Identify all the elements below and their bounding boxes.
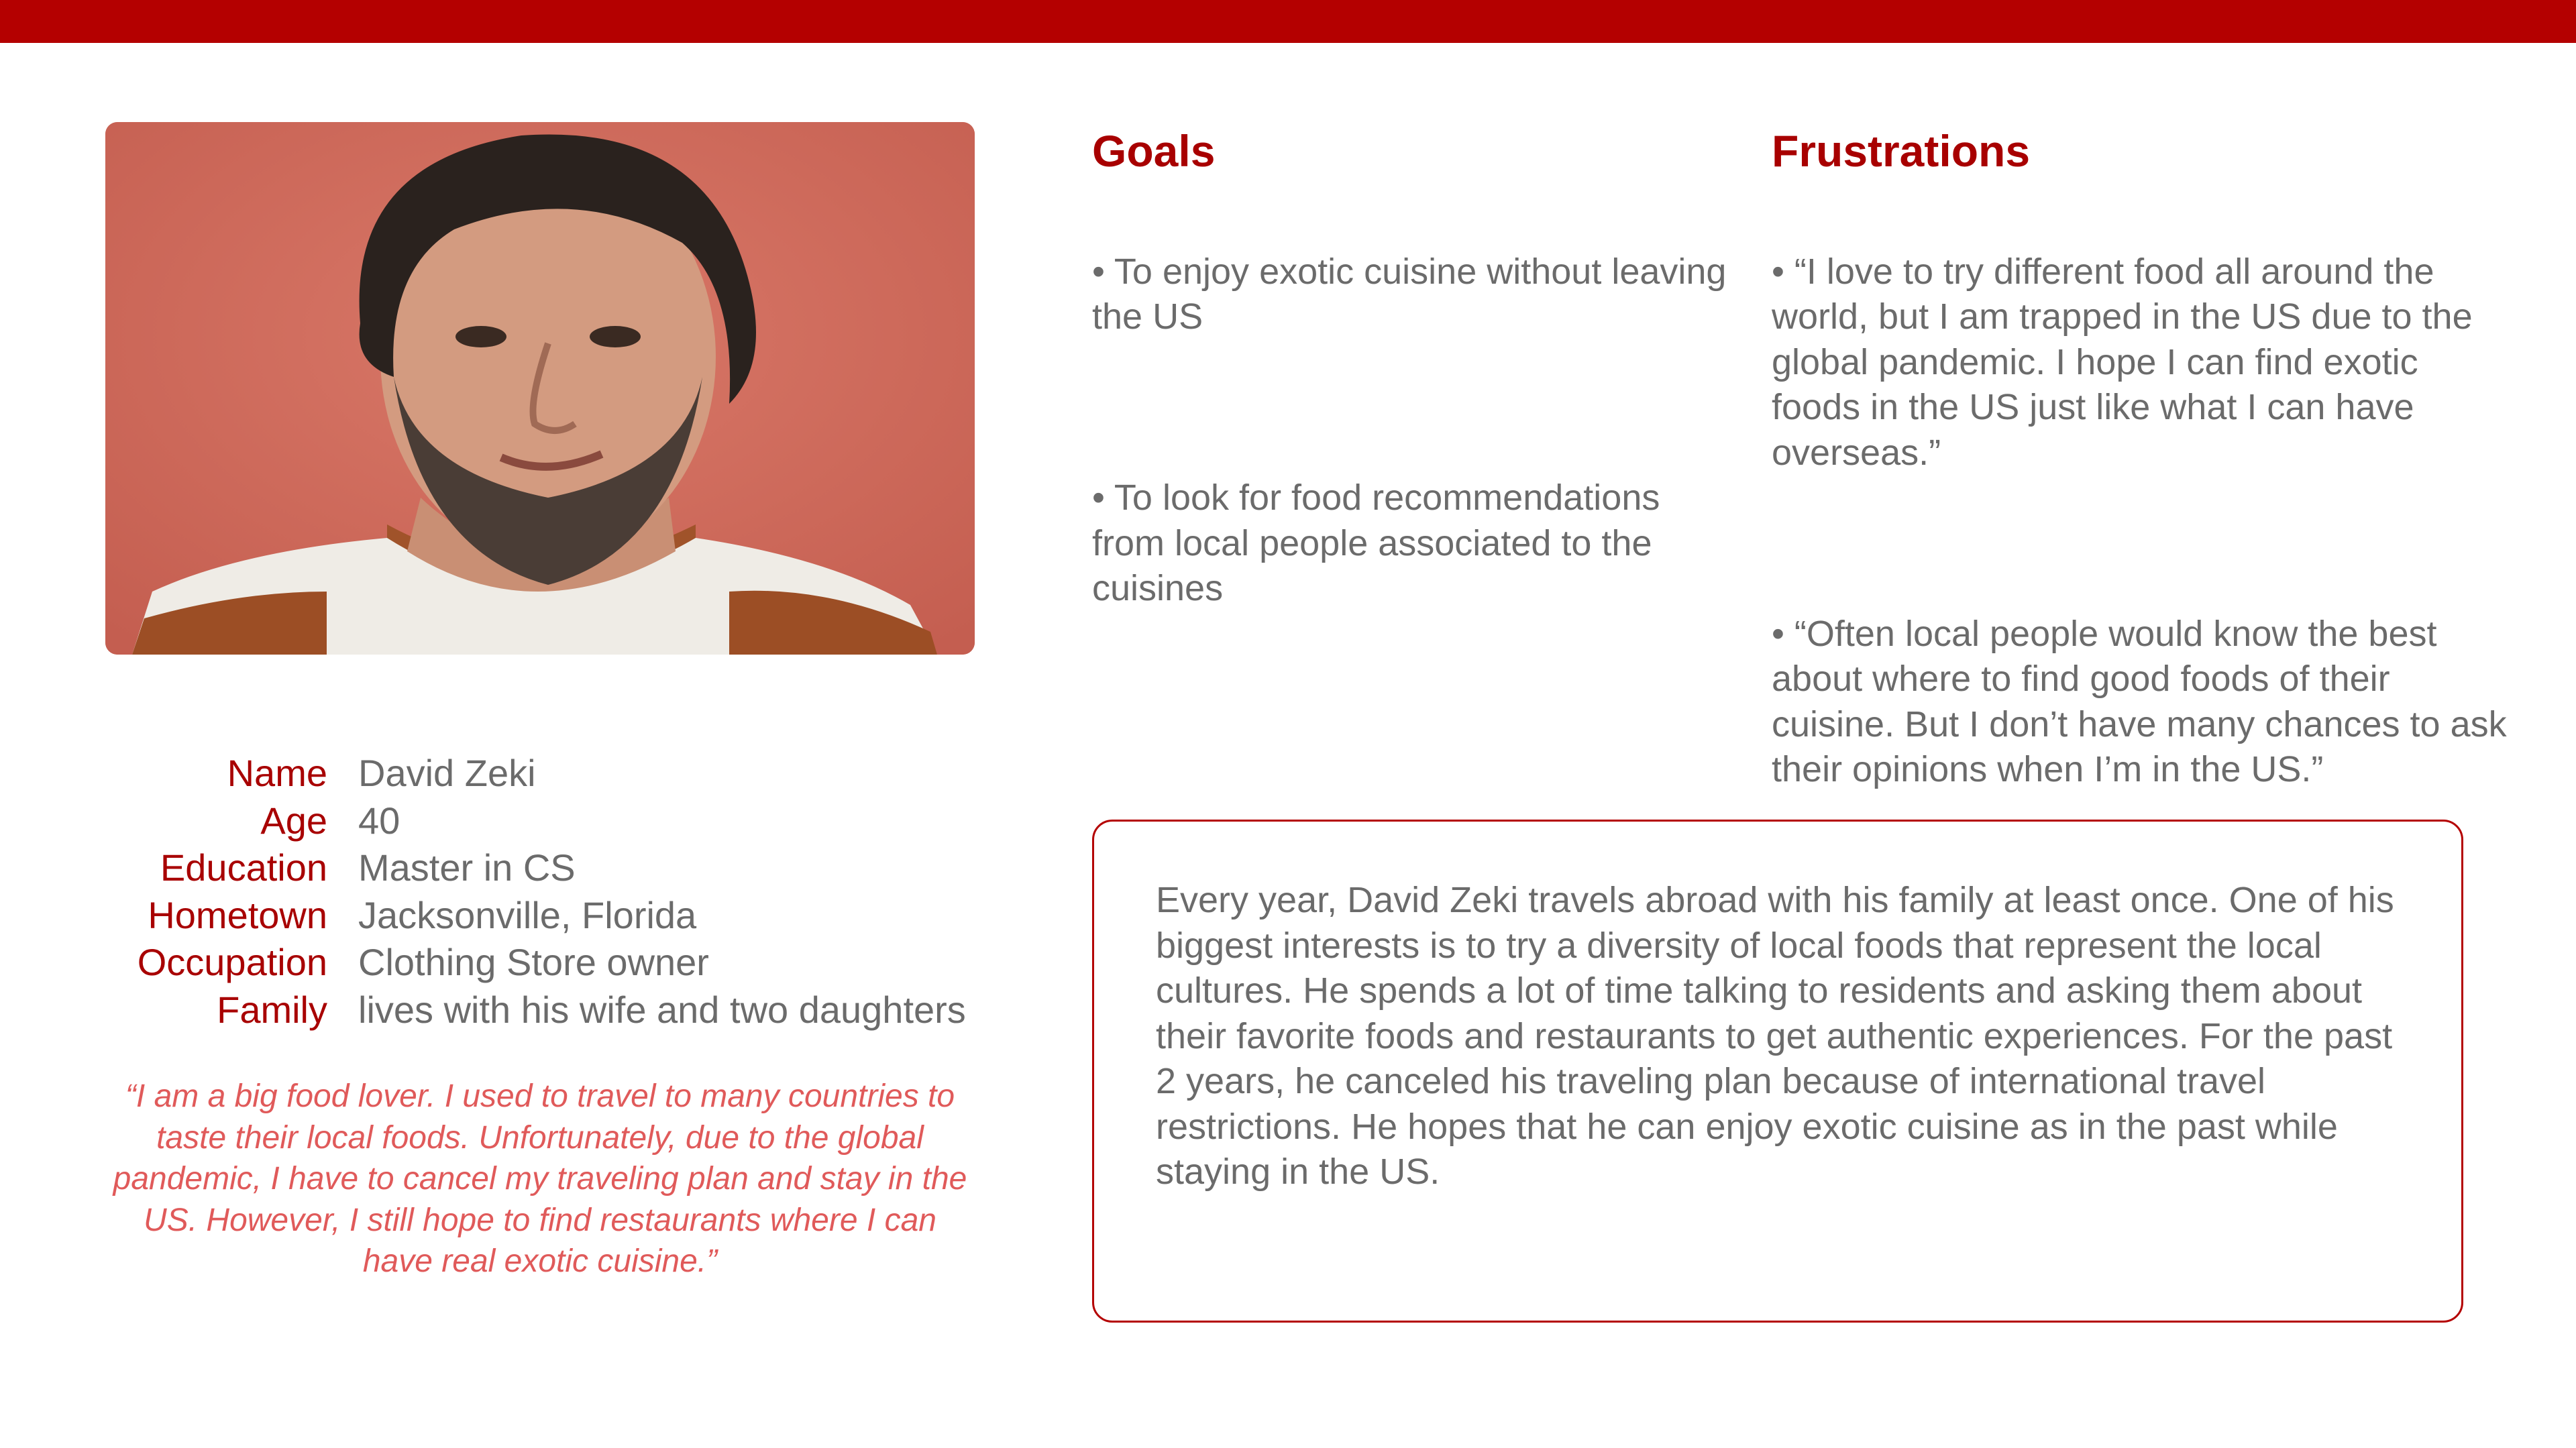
goals-heading: Goals: [1092, 126, 1216, 176]
profile-value: lives with his wife and two daughters: [358, 988, 966, 1031]
goal-item: • To look for food recommendations from local people associated to the cuisines: [1092, 478, 1660, 608]
profile-value: Clothing Store owner: [358, 941, 709, 983]
bio-box: [1092, 820, 2463, 1323]
portrait-illustration: [105, 122, 975, 655]
profile-row-education: [94, 844, 1033, 892]
profile-label: Education: [160, 846, 327, 889]
top-accent-bar: [0, 0, 2576, 43]
profile-label: Occupation: [137, 941, 327, 983]
frustration-item: • “Often local people would know the best about where to find good foods of their cuisine. But I don’t have many chances to ask their opinions when I’m in the US.”: [1772, 613, 2507, 789]
profile-row-family: [94, 987, 1033, 1034]
profile-label: Age: [260, 799, 327, 842]
profile-value: Jacksonville, Florida: [358, 893, 697, 936]
profile-value: 40: [358, 799, 400, 842]
profile-row-hometown: [94, 892, 1033, 940]
persona-quote: “I am a big food lover. I used to travel to many countries to taste their local foods. Unfortunately, due to the global pandemic, I have to cancel my traveling plan and stay in the US. However, I still hope to find restaurants where I can have real exotic cuisine.”: [113, 1078, 967, 1279]
frustrations-list: [1772, 204, 2510, 838]
persona-photo: [105, 122, 975, 655]
goals-list: [1092, 204, 1736, 657]
profile-value: Master in CS: [358, 846, 576, 889]
profile-row-occupation: [94, 939, 1033, 987]
profile-value: David Zeki: [358, 752, 536, 794]
profile-label: Name: [227, 752, 327, 794]
profile-row-age: [94, 797, 1033, 845]
frustration-item: • “I love to try different food all around the world, but I am trapped in the US due to the global pandemic. I hope I can find exotic foods in the US just like what I can have overseas.”: [1772, 251, 2473, 473]
profile-row-name: [94, 750, 1033, 797]
goal-item: • To enjoy exotic cuisine without leaving the US: [1092, 251, 1727, 337]
profile-label: Family: [217, 988, 327, 1031]
profile-info-table: [94, 750, 1033, 1034]
profile-label: Hometown: [148, 893, 327, 936]
frustrations-heading: Frustrations: [1772, 126, 2031, 176]
bio-text: Every year, David Zeki travels abroad with his family at least once. One of his biggest interests is to try a diversity of local foods that represent the local cultures. He spends a lot of time talking to residents and asking them about their favorite foods and restaurants to get authentic experiences. For the past 2 years, he canceled his traveling plan because of international travel restrictions. He hopes that he can enjoy exotic cuisine as in the past while staying in the US.: [1156, 880, 2394, 1192]
